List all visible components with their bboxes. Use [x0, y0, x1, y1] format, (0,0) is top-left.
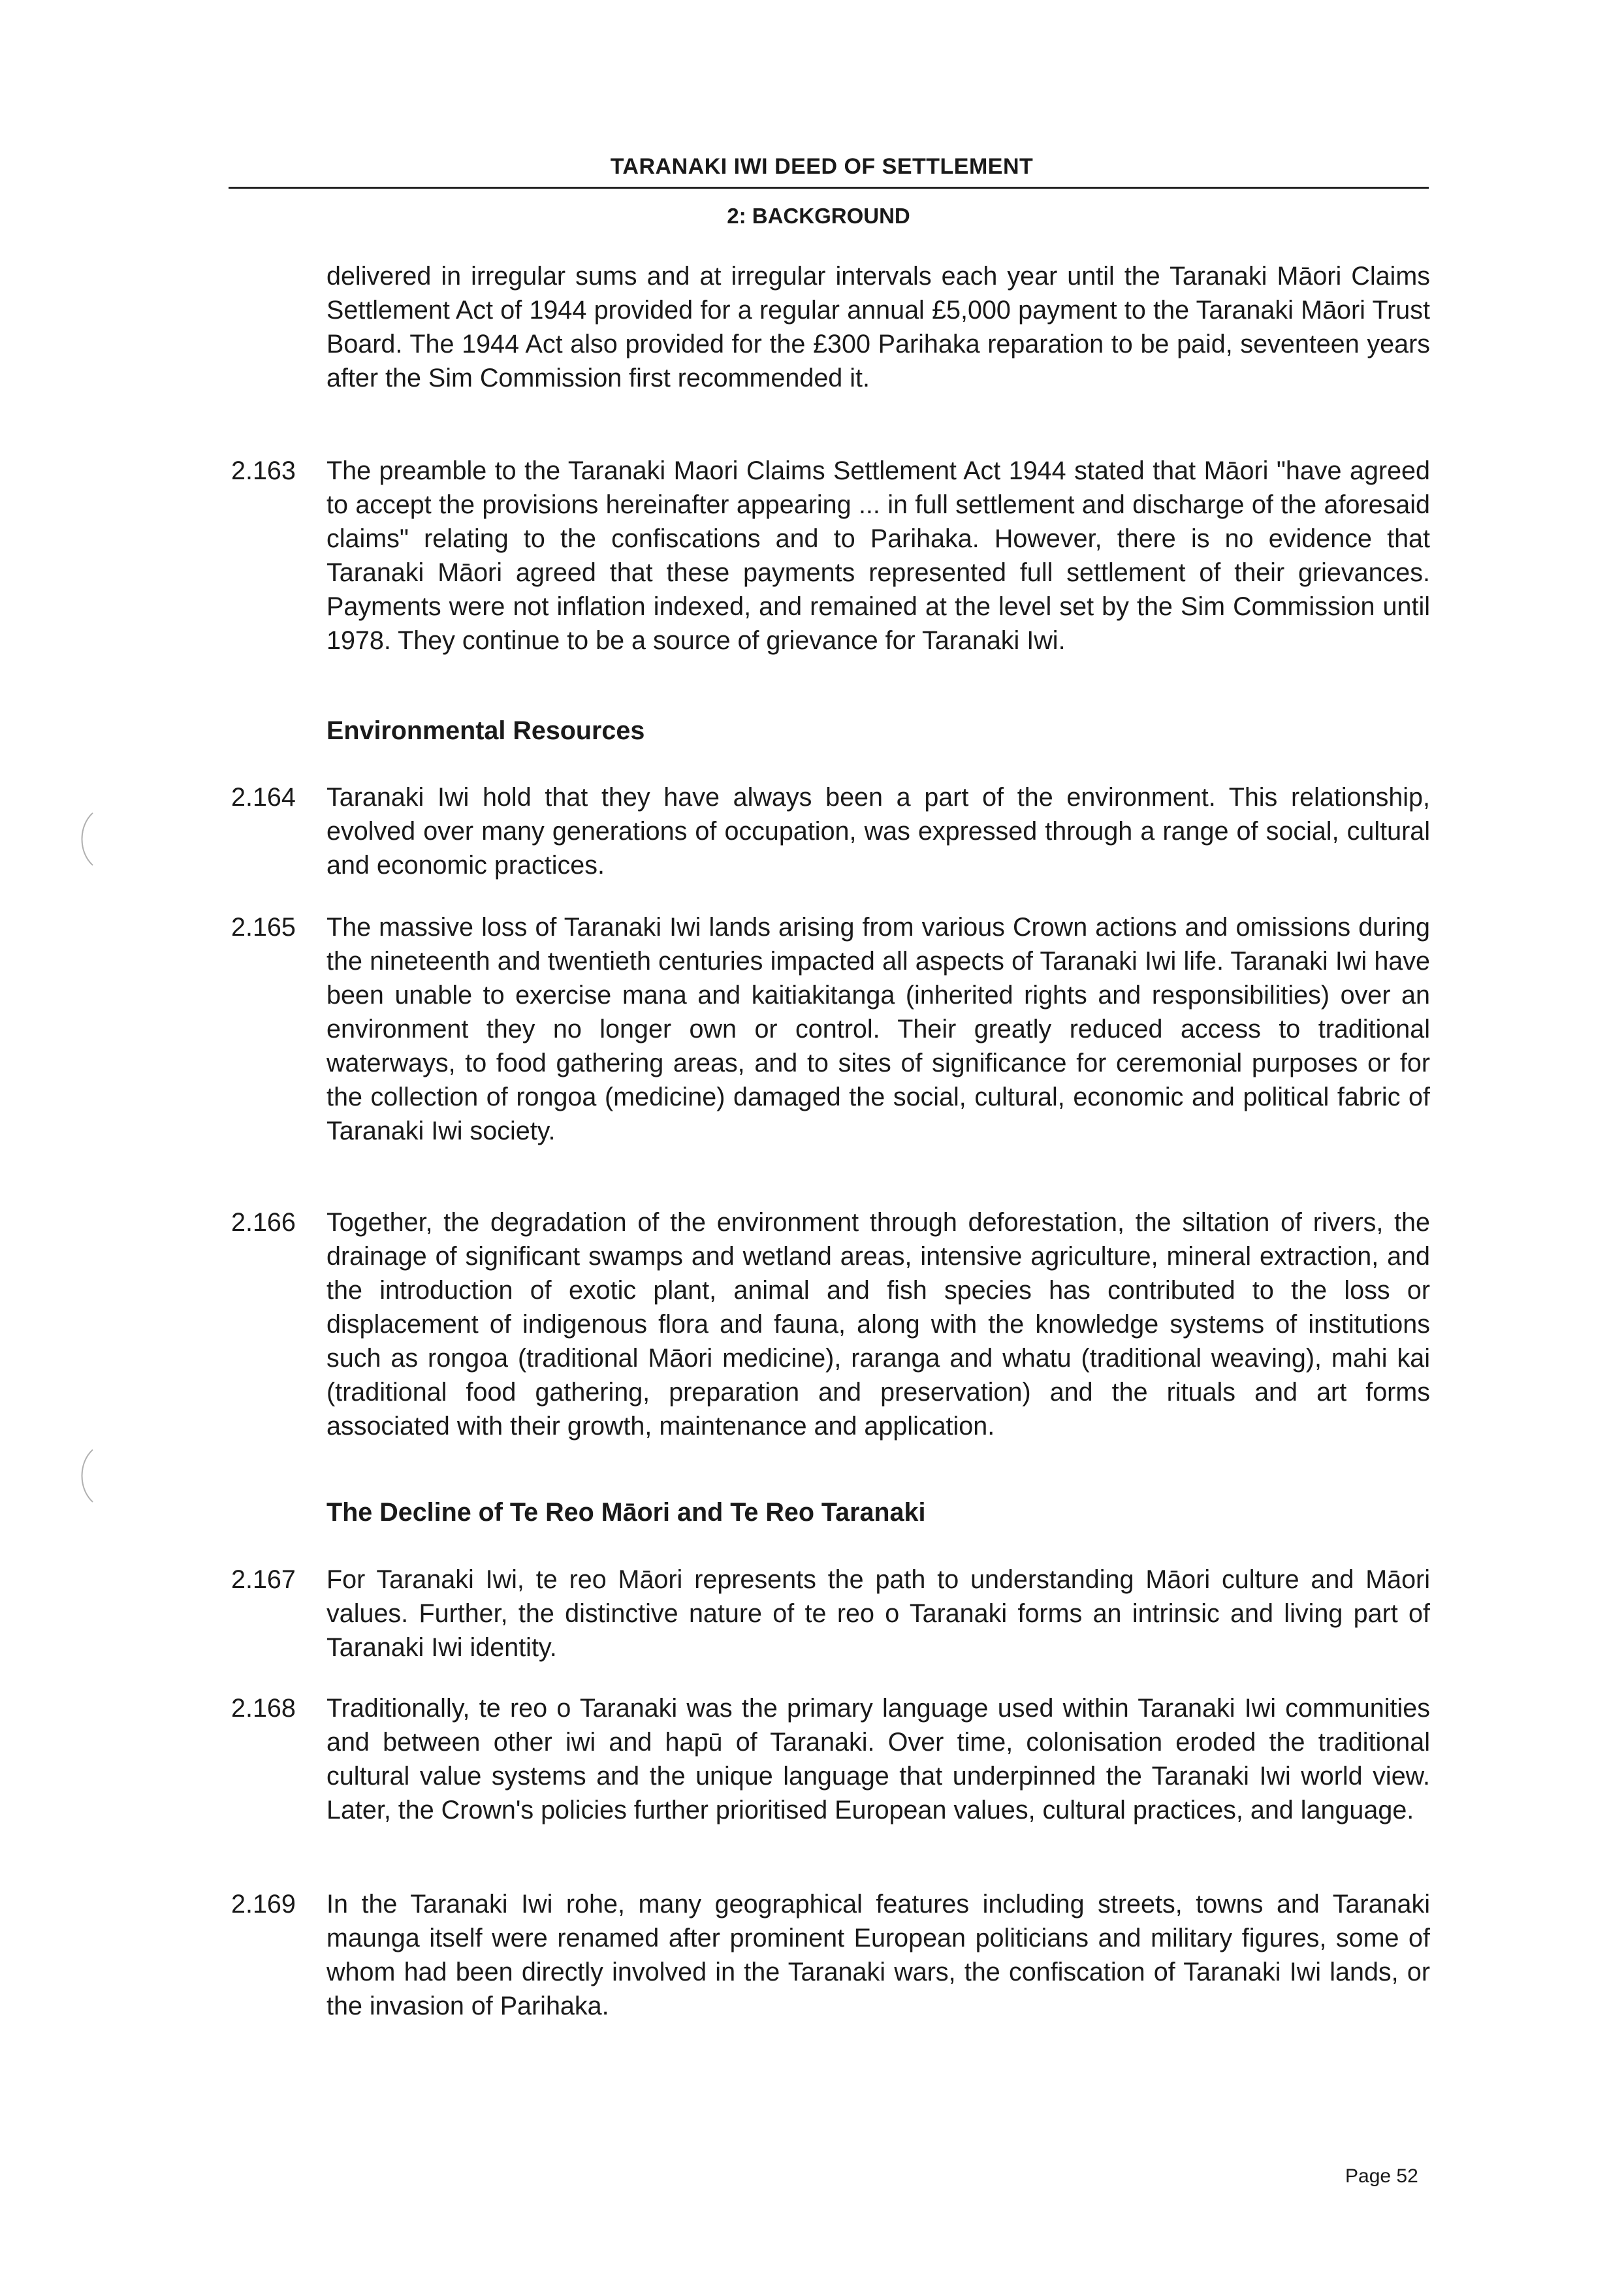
paragraph-text: Together, the degradation of the environment through deforestation, the siltation of rivers, the drainage of significant swamps and wetland areas, intensive agriculture, mineral extraction, and the introduction of exotic plant, animal and fish species has contributed to the loss or displacement of indigenous flora and fauna, along with the knowledge systems of institutions such as rongoa (traditional Māori medicine), raranga and whatu (traditional weaving), mahi kai (traditional food gathering, preparation and preservation) and the rituals and art forms associated with their growth, maintenance and application.	[326, 1208, 1430, 1441]
document-title: TARANAKI IWI DEED OF SETTLEMENT	[610, 154, 1034, 179]
continuation-paragraph: delivered in irregular sums and at irregular intervals each year until the Taranaki Māori Claims Settlement Act of 1944 provided for a regular annual £5,000 payment to the Taranaki Māori Trust Board. The 1944 Act also provided for the £300 Parihaka reparation to be paid, seventeen years after the Sim Commission first recommended it.	[326, 262, 1430, 392]
paragraph-number: 2.164	[231, 783, 296, 812]
paragraph-text: The massive loss of Taranaki Iwi lands arising from various Crown actions and omissions during the nineteenth and twentieth centuries impacted all aspects of Taranaki Iwi life. Taranaki Iwi have been unable to exercise mana and kaitiakitanga (inherited rights and responsibilities) over an environment they no longer own or control. Their greatly reduced access to traditional waterways, to food gathering areas, and to sites of significance for ceremonial purposes or for the collection of rongoa (medicine) damaged the social, cultural, economic and political fabric of Taranaki Iwi society.	[326, 913, 1430, 1145]
paragraph-text: The preamble to the Taranaki Maori Claims Settlement Act 1944 stated that Māori "have agreed to accept the provisions hereinafter appearing ... in full settlement and discharge of the aforesaid claims" relating to the confiscations and to Parihaka. However, there is no evidence that Taranaki Māori agreed that these payments represented full settlement of their grievances. Payments were not inflation indexed, and remained at the level set by the Sim Commission until 1978. They continue to be a source of grievance for Taranaki Iwi.	[326, 456, 1430, 655]
subheading-decline-te-reo: The Decline of Te Reo Māori and Te Reo Taranaki	[326, 1498, 926, 1527]
paragraph-number: 2.165	[231, 913, 296, 942]
paragraph-text: For Taranaki Iwi, te reo Māori represents the path to understanding Māori culture and Māori values. Further, the distinctive nature of te reo o Taranaki forms an intrinsic and living part of Taranaki Iwi identity.	[326, 1565, 1430, 1662]
paragraph-text: In the Taranaki Iwi rohe, many geographical features including streets, towns and Taranaki maunga itself were renamed after prominent European politicians and military figures, some of whom had been directly involved in the Taranaki wars, the confiscation of Taranaki Iwi lands, or the invasion of Parihaka.	[326, 1890, 1430, 2020]
paragraph-number: 2.167	[231, 1565, 296, 1594]
paragraph-text: Taranaki Iwi hold that they have always been a part of the environment. This relationship, evolved over many generations of occupation, was expressed through a range of social, cultural and economic practices.	[326, 783, 1430, 880]
binding-hole-mark-bottom	[73, 1446, 99, 1505]
section-title: 2: BACKGROUND	[727, 204, 910, 228]
paragraph-text: Traditionally, te reo o Taranaki was the primary language used within Taranaki Iwi communities and between other iwi and hapū of Taranaki. Over time, colonisation eroded the traditional cultural value systems and the unique language that underpinned the Taranaki Iwi world view. Later, the Crown's policies further prioritised European values, cultural practices, and language.	[326, 1694, 1430, 1824]
paragraph-number: 2.163	[231, 456, 296, 485]
binding-hole-mark-top	[73, 810, 99, 868]
paragraph-number: 2.168	[231, 1694, 296, 1723]
paragraph-number: 2.169	[231, 1890, 296, 1919]
subheading-environmental-resources: Environmental Resources	[326, 716, 645, 745]
header-divider	[229, 187, 1429, 189]
paragraph-number: 2.166	[231, 1208, 296, 1237]
page-number: Page 52	[1345, 2165, 1418, 2187]
